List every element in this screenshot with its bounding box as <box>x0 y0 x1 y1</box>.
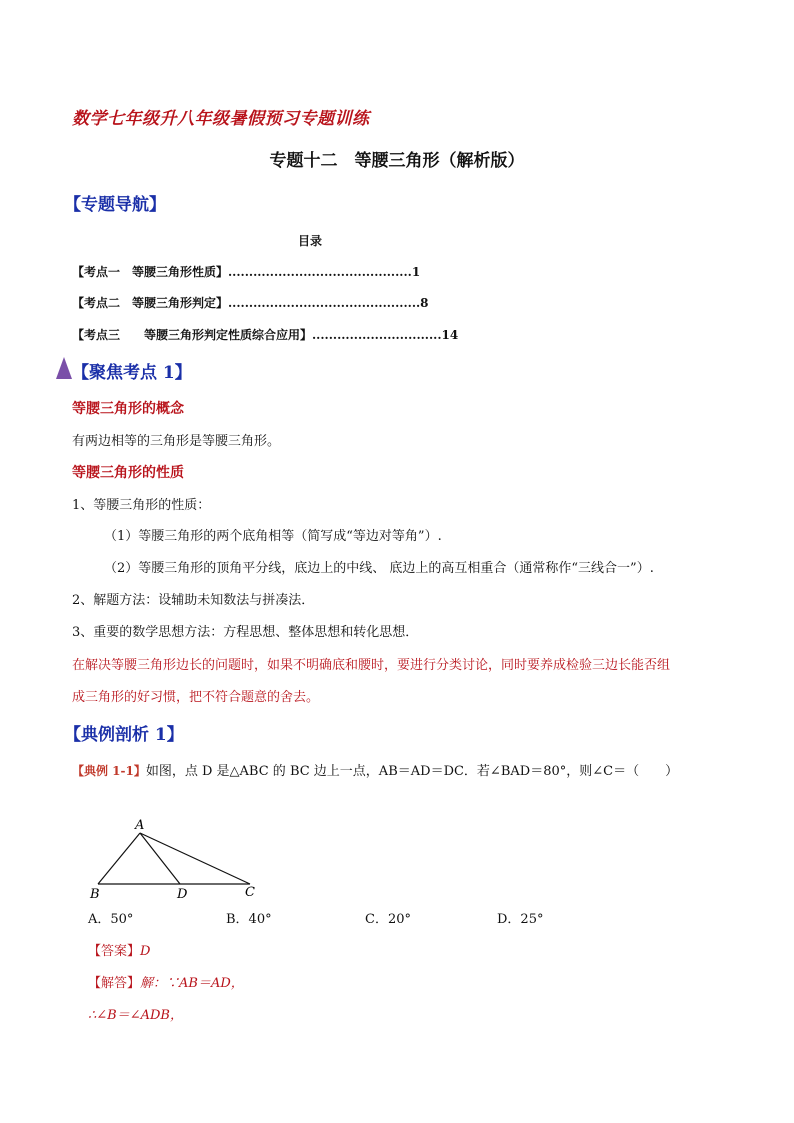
property-2: 2、解题方法：设辅助未知数法与拼凑法． <box>72 593 315 608</box>
example-question: 如图，点 D 是△ABC 的 BC 边上一点，AB＝AD＝DC．若∠BAD＝80°，则∠C＝（ ） <box>145 764 679 779</box>
toc-item-1[interactable]: 【考点一 等腰三角形性质】............................................1 <box>72 265 421 279</box>
property-1b: （2）等腰三角形的顶角平分线，底边上的中线、 底边上的高互相重合（通常称作“三线合一”）. <box>104 561 654 576</box>
concept-text: 有两边相等的三角形是等腰三角形。 <box>72 434 281 449</box>
property-3: 3、重要的数学思想方法：方程思想、整体思想和转化思想． <box>72 625 419 640</box>
solution-line-2: ∴∠B＝∠ADB， <box>88 1008 183 1023</box>
toc-title: 目录 <box>297 234 322 248</box>
triangle-marker-icon <box>56 357 72 379</box>
segment-ac <box>140 833 250 884</box>
segment-ab <box>98 833 140 884</box>
property-1: 1、等腰三角形的性质： <box>72 498 211 513</box>
point-b-label: B <box>90 887 100 900</box>
example-label: 【典例 1-1】 <box>72 764 146 778</box>
property-title: 等腰三角形的性质 <box>72 465 184 481</box>
answer-value: D <box>140 944 151 959</box>
series-title: 数学七年级升八年级暑假预习专题训练 <box>72 109 370 129</box>
note-line-2: 成三角形的好习惯，把不符合题意的舍去。 <box>72 690 320 705</box>
toc-item-2[interactable]: 【考点二 等腰三角形判定】..............................................8 <box>72 296 429 310</box>
option-b[interactable]: B．40° <box>226 912 272 927</box>
solution-line-1: 解：∵AB＝AD， <box>140 976 244 991</box>
point-c-label: C <box>245 885 255 900</box>
property-1a: （1）等腰三角形的两个底角相等（简写成“等边对等角”）. <box>104 529 442 544</box>
answer-label: 【答案】 <box>88 944 141 959</box>
segment-ad <box>140 833 180 884</box>
solution-label: 【解答】 <box>88 976 141 991</box>
triangle-figure <box>88 816 278 900</box>
page-title: 专题十二 等腰三角形（解析版） <box>269 151 525 171</box>
point-a-label: A <box>135 818 145 833</box>
example-question-row <box>72 760 678 779</box>
note-line-1: 在解决等腰三角形边长的问题时，如果不明确底和腰时，要进行分类讨论，同时要养成检验三边长能否组 <box>72 658 671 673</box>
option-d[interactable]: D．25° <box>497 912 544 927</box>
example-heading: 【典例剖析 1】 <box>64 725 184 745</box>
solution-row <box>88 972 244 991</box>
concept-title: 等腰三角形的概念 <box>72 401 184 417</box>
toc-item-3[interactable]: 【考点三 等腰三角形判定性质综合应用】...............................14 <box>72 328 459 342</box>
nav-heading: 【专题导航】 <box>64 195 166 215</box>
point-d-label: D <box>177 887 188 900</box>
option-c[interactable]: C．20° <box>365 912 411 927</box>
option-a[interactable]: A．50° <box>88 912 134 927</box>
focus-heading: 【聚焦考点 1】 <box>72 363 192 383</box>
answer-row <box>88 940 150 959</box>
